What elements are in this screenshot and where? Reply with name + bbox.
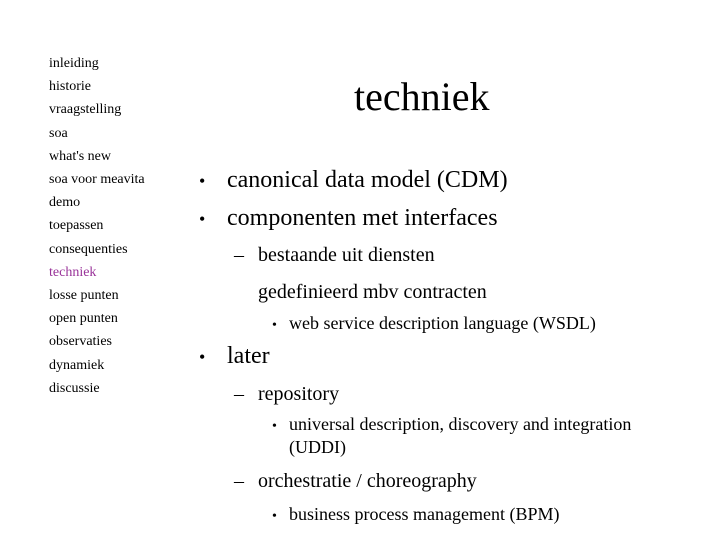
- nav-item-consequenties[interactable]: consequenties: [49, 241, 128, 257]
- bullet-canonical-data-model: [199, 166, 508, 195]
- sub-bullet-bestaande-uit-diensten: [234, 243, 435, 267]
- bullet-text: canonical data model (CDM): [227, 167, 508, 193]
- nav-item-dynamiek[interactable]: dynamiek: [49, 357, 105, 373]
- nav-item-vraagstelling[interactable]: vraagstelling: [49, 102, 122, 118]
- nav-item-historie[interactable]: historie: [49, 79, 91, 95]
- nav-item-techniek-active[interactable]: techniek: [49, 264, 97, 280]
- dash-marker: –: [234, 383, 244, 405]
- sub-sub-bullet-text: universal description, discovery and integration: [289, 414, 632, 434]
- sub-bullet-repository: [234, 382, 340, 406]
- bullet-text: later: [227, 343, 270, 369]
- bullet-marker: •: [199, 347, 206, 367]
- bullet-marker: •: [272, 419, 277, 434]
- bullet-marker: •: [272, 509, 277, 524]
- sub-sub-bullet-uddi: [272, 413, 632, 438]
- sub-bullet-text: repository: [258, 383, 340, 405]
- sub-sub-bullet-bpm: [272, 503, 560, 528]
- nav-item-soa-voor-meavita[interactable]: soa voor meavita: [49, 172, 145, 188]
- nav-item-losse-punten[interactable]: losse punten: [49, 288, 119, 304]
- nav-item-toepassen[interactable]: toepassen: [49, 218, 104, 234]
- sub-bullet-orchestratie: [234, 469, 477, 493]
- nav-item-whats-new[interactable]: what's new: [49, 148, 112, 164]
- bullet-marker: •: [199, 171, 206, 191]
- nav-item-demo[interactable]: demo: [49, 195, 81, 211]
- bullet-marker: •: [272, 318, 277, 333]
- nav-item-inleiding[interactable]: inleiding: [49, 56, 99, 71]
- nav-item-open-punten[interactable]: open punten: [49, 311, 118, 327]
- sub-sub-bullet-text: web service description language (WSDL): [289, 313, 596, 333]
- nav-item-observaties[interactable]: observaties: [49, 334, 112, 350]
- bullet-marker: •: [199, 209, 206, 229]
- sub-sub-bullet-continuation: (UDDI): [289, 437, 346, 457]
- sub-sub-bullet-wsdl: [272, 312, 596, 337]
- slide-navigation: [49, 52, 145, 400]
- sub-bullet-continuation: gedefinieerd mbv contracten: [258, 281, 487, 303]
- dash-marker: –: [234, 470, 244, 492]
- dash-marker: –: [234, 244, 244, 266]
- sub-sub-bullet-text: business process management (BPM): [289, 504, 560, 524]
- sub-bullet-text: orchestratie / choreography: [258, 470, 477, 492]
- bullet-componenten: [199, 204, 498, 233]
- sub-bullet-text: bestaande uit diensten: [258, 244, 435, 266]
- nav-item-discussie[interactable]: discussie: [49, 380, 100, 396]
- bullet-text: componenten met interfaces: [227, 205, 498, 231]
- slide-title: techniek: [354, 74, 490, 119]
- nav-item-soa[interactable]: soa: [49, 125, 68, 141]
- bullet-later: [199, 342, 270, 371]
